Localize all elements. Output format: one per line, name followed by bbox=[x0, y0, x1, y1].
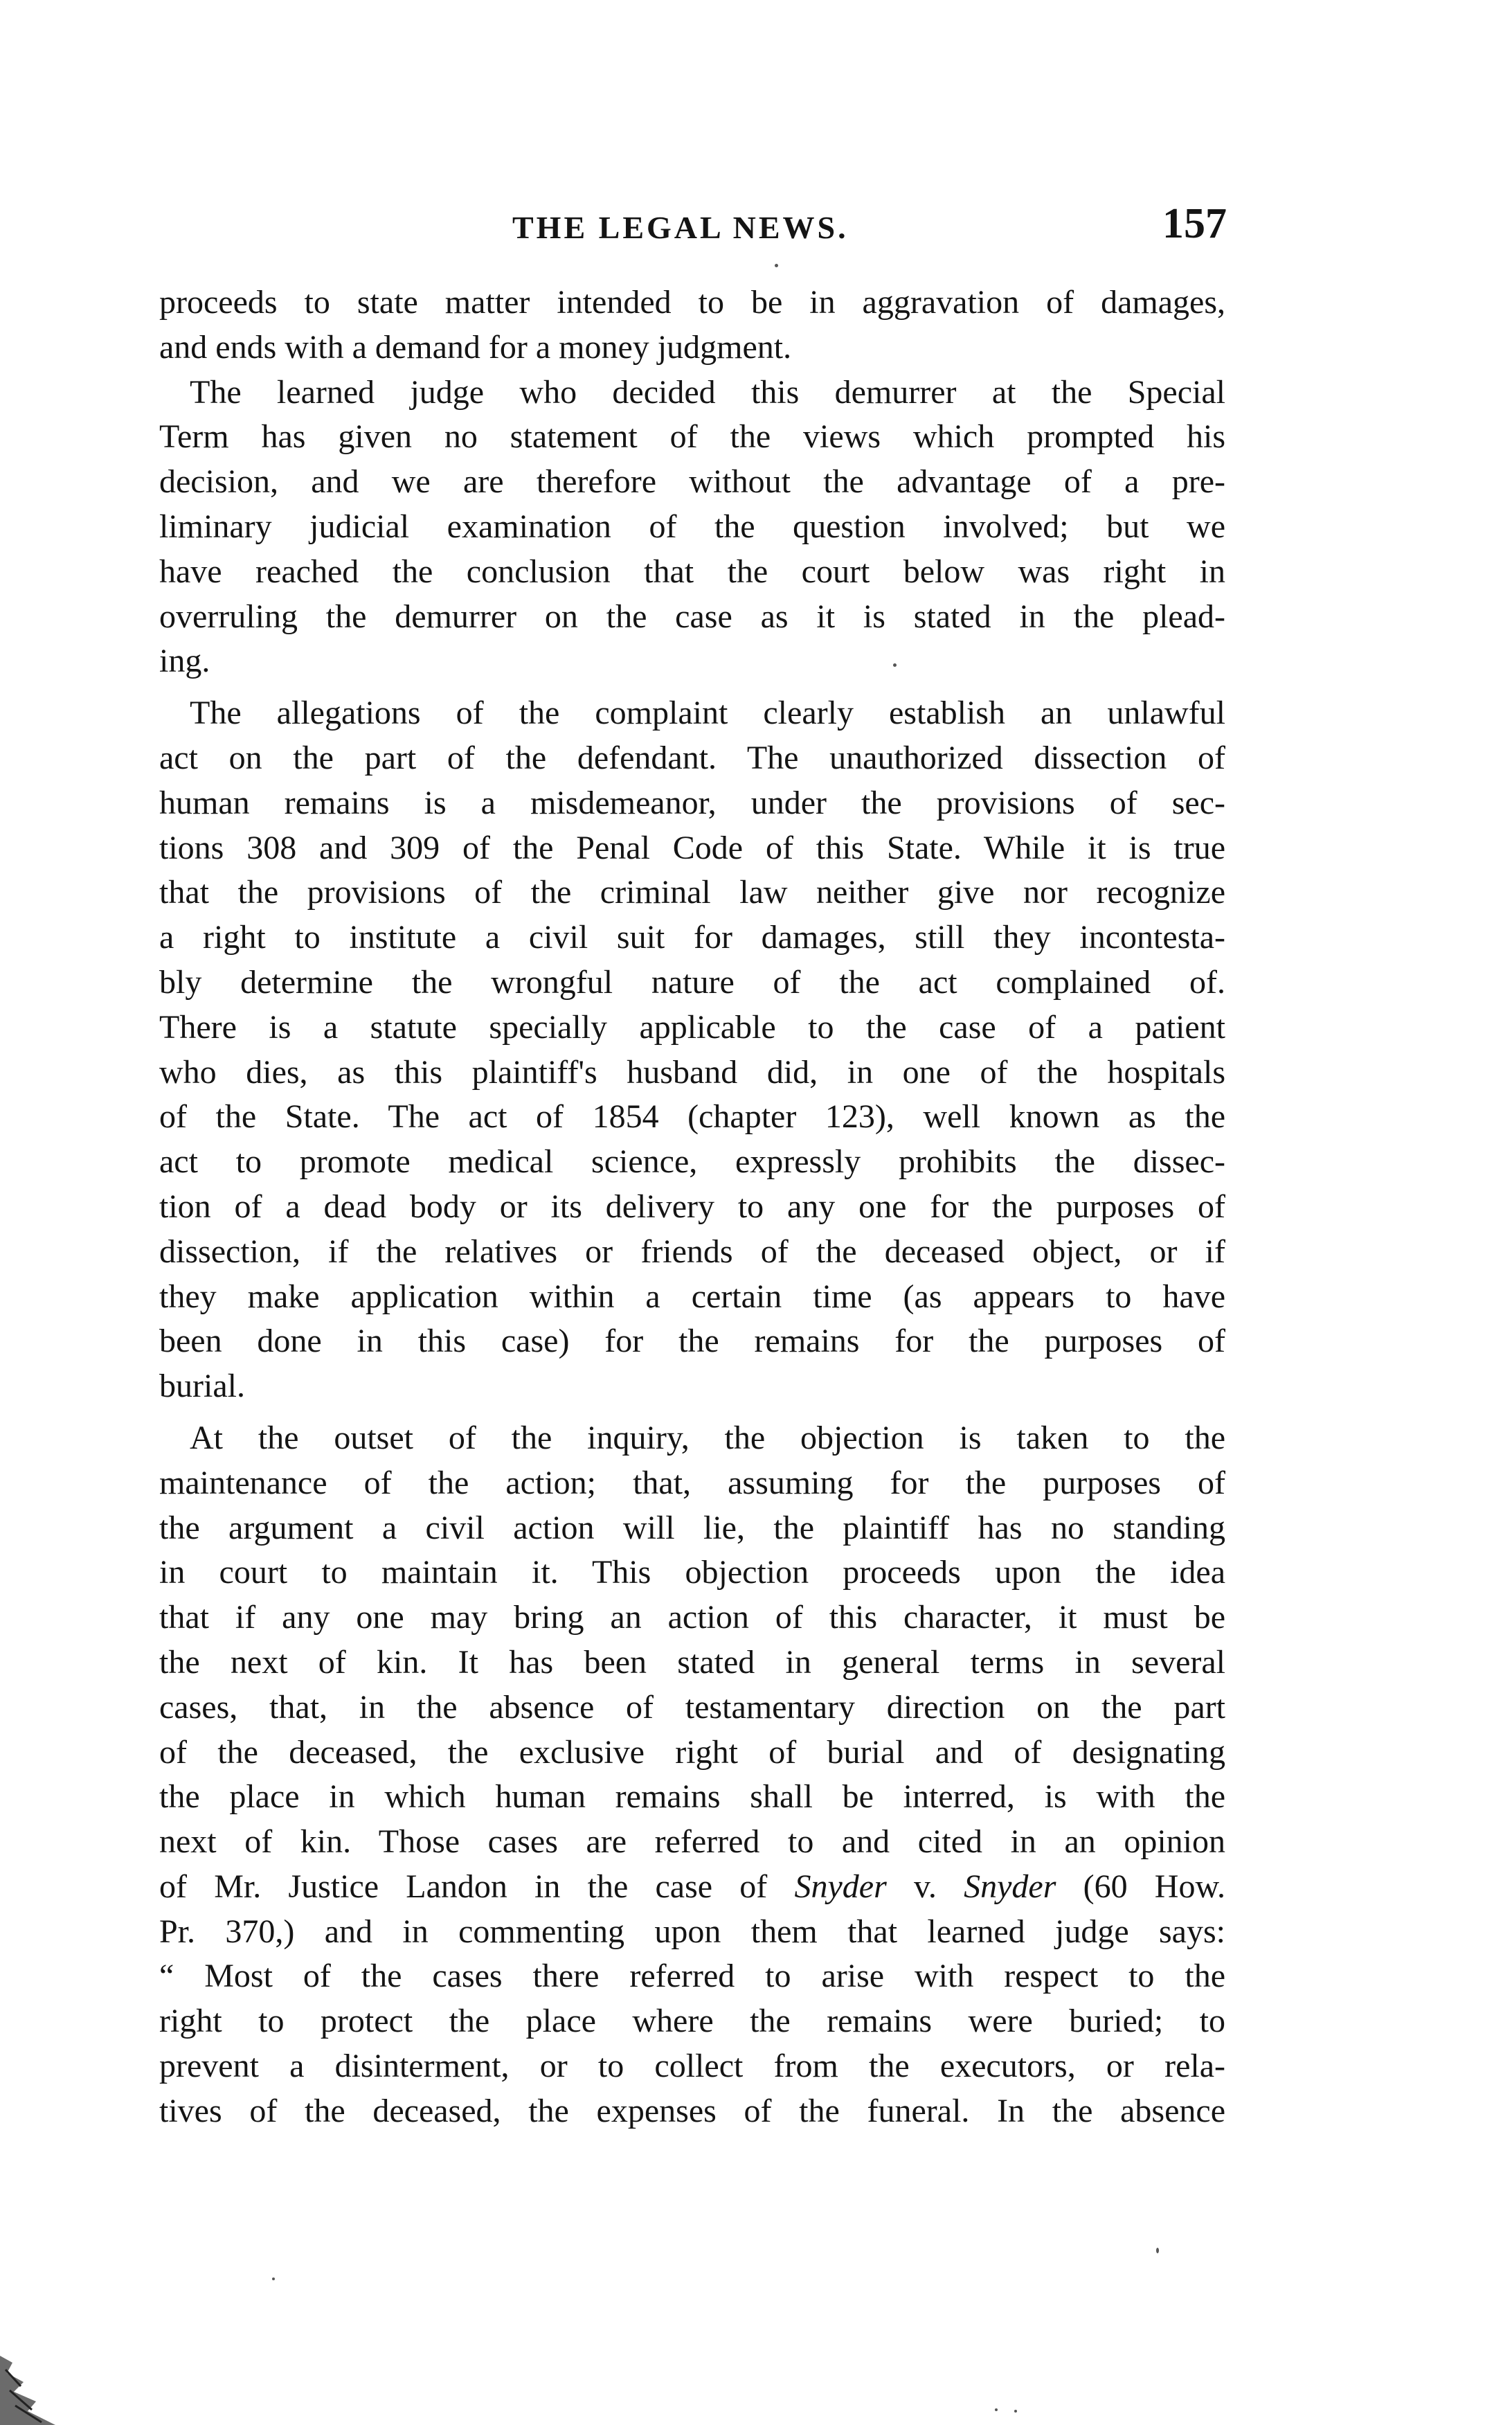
text-line: prevent a disinterment, or to collect from the executors, or rela- bbox=[159, 2048, 1225, 2085]
text-line: have reached the conclusion that the court below was right in bbox=[159, 553, 1225, 590]
text-line: been done in this case) for the remains for the purposes of bbox=[159, 1323, 1225, 1360]
text-line: The allegations of the complaint clearly establish an unlawful bbox=[190, 695, 1225, 732]
text-line-case-citation bbox=[159, 1865, 1225, 1910]
text-line: that the provisions of the criminal law neither give nor recognize bbox=[159, 874, 1225, 911]
running-head bbox=[159, 202, 1225, 258]
text-line: right to protect the place where the remains were buried; to bbox=[159, 2003, 1225, 2040]
text-line: decision, and we are therefore without the advantage of a pre- bbox=[159, 463, 1225, 501]
text-line: of the State. The act of 1854 (chapter 123), well known as the bbox=[159, 1098, 1225, 1136]
text-line: “ Most of the cases there referred to arise with respect to the bbox=[159, 1958, 1225, 1995]
text-line: next of kin. Those cases are referred to and cited in an opinion bbox=[159, 1823, 1225, 1861]
text-line: the place in which human remains shall be interred, is with the bbox=[159, 1778, 1225, 1816]
text-line: that if any one may bring an action of this character, it must be bbox=[159, 1599, 1225, 1636]
text-line: tives of the deceased, the expenses of the funeral. In the absence bbox=[159, 2092, 1225, 2129]
text-line: dissection, if the relatives or friends of the deceased object, or if bbox=[159, 1233, 1225, 1270]
scan-speck bbox=[272, 2278, 275, 2280]
text-line: who dies, as this plaintiff's husband did, in one of the hospitals bbox=[159, 1053, 1225, 1091]
text-line: overruling the demurrer on the case as it is stated in the plead- bbox=[159, 598, 1225, 635]
text-line: in court to maintain it. This objection proceeds upon the idea bbox=[159, 1554, 1225, 1591]
text-line: ing. bbox=[159, 643, 210, 680]
running-title: THE LEGAL NEWS. bbox=[512, 210, 849, 245]
scan-speck bbox=[995, 2408, 998, 2411]
text-line: bly determine the wrongful nature of the act complained of. bbox=[159, 963, 1225, 1001]
scan-speck bbox=[1014, 2410, 1017, 2413]
scan-edge-mark bbox=[0, 2342, 76, 2425]
text-line: human remains is a misdemeanor, under the provisions of sec- bbox=[159, 784, 1225, 821]
body-text bbox=[159, 280, 1225, 2134]
text-line: The learned judge who decided this demurrer at the Special bbox=[190, 373, 1225, 411]
text-line: proceeds to state matter intended to be in aggravation of damages, bbox=[159, 284, 1225, 321]
text-line: burial. bbox=[159, 1368, 245, 1405]
text-line: act on the part of the defendant. The unauthorized dissection of bbox=[159, 739, 1225, 776]
text-line: tion of a dead body or its delivery to any one for the purposes of bbox=[159, 1188, 1225, 1225]
text-run: of Mr. Justice Landon in the case of bbox=[159, 1868, 795, 1905]
text-line: the next of kin. It has been stated in general terms in several bbox=[159, 1643, 1225, 1681]
text-line: There is a statute specially applicable to the case of a patient bbox=[159, 1008, 1225, 1046]
text-line: they make application within a certain time (as appears to have bbox=[159, 1278, 1225, 1315]
text-line: Term has given no statement of the views which prompted his bbox=[159, 418, 1225, 456]
text-line: a right to institute a civil suit for damages, still they incontesta- bbox=[159, 919, 1225, 956]
case-name: Snyder bbox=[964, 1868, 1056, 1905]
text-line: tions 308 and 309 of the Penal Code of this State. While it is true bbox=[159, 829, 1225, 866]
scan-speck bbox=[1156, 2248, 1159, 2253]
page-number: 157 bbox=[1162, 200, 1227, 247]
text-line: of the deceased, the exclusive right of burial and of designating bbox=[159, 1733, 1225, 1771]
text-line: the argument a civil action will lie, the plaintiff has no standing bbox=[159, 1509, 1225, 1546]
text-run: (60 How. bbox=[1056, 1868, 1225, 1905]
text-line: Pr. 370,) and in commenting upon them that learned judge says: bbox=[159, 1913, 1225, 1950]
text-run: v. bbox=[886, 1868, 964, 1905]
case-name: Snyder bbox=[794, 1868, 887, 1905]
scan-speck bbox=[775, 264, 778, 267]
text-line: cases, that, in the absence of testamentary direction on the part bbox=[159, 1688, 1225, 1726]
text-line: maintenance of the action; that, assuming for the purposes of bbox=[159, 1464, 1225, 1501]
text-line: and ends with a demand for a money judgment. bbox=[159, 328, 792, 366]
text-line: liminary judicial examination of the question involved; but we bbox=[159, 508, 1225, 545]
scan-speck bbox=[893, 663, 897, 667]
text-line: At the outset of the inquiry, the objection is taken to the bbox=[190, 1419, 1225, 1456]
text-line: act to promote medical science, expressly prohibits the dissec- bbox=[159, 1143, 1225, 1181]
